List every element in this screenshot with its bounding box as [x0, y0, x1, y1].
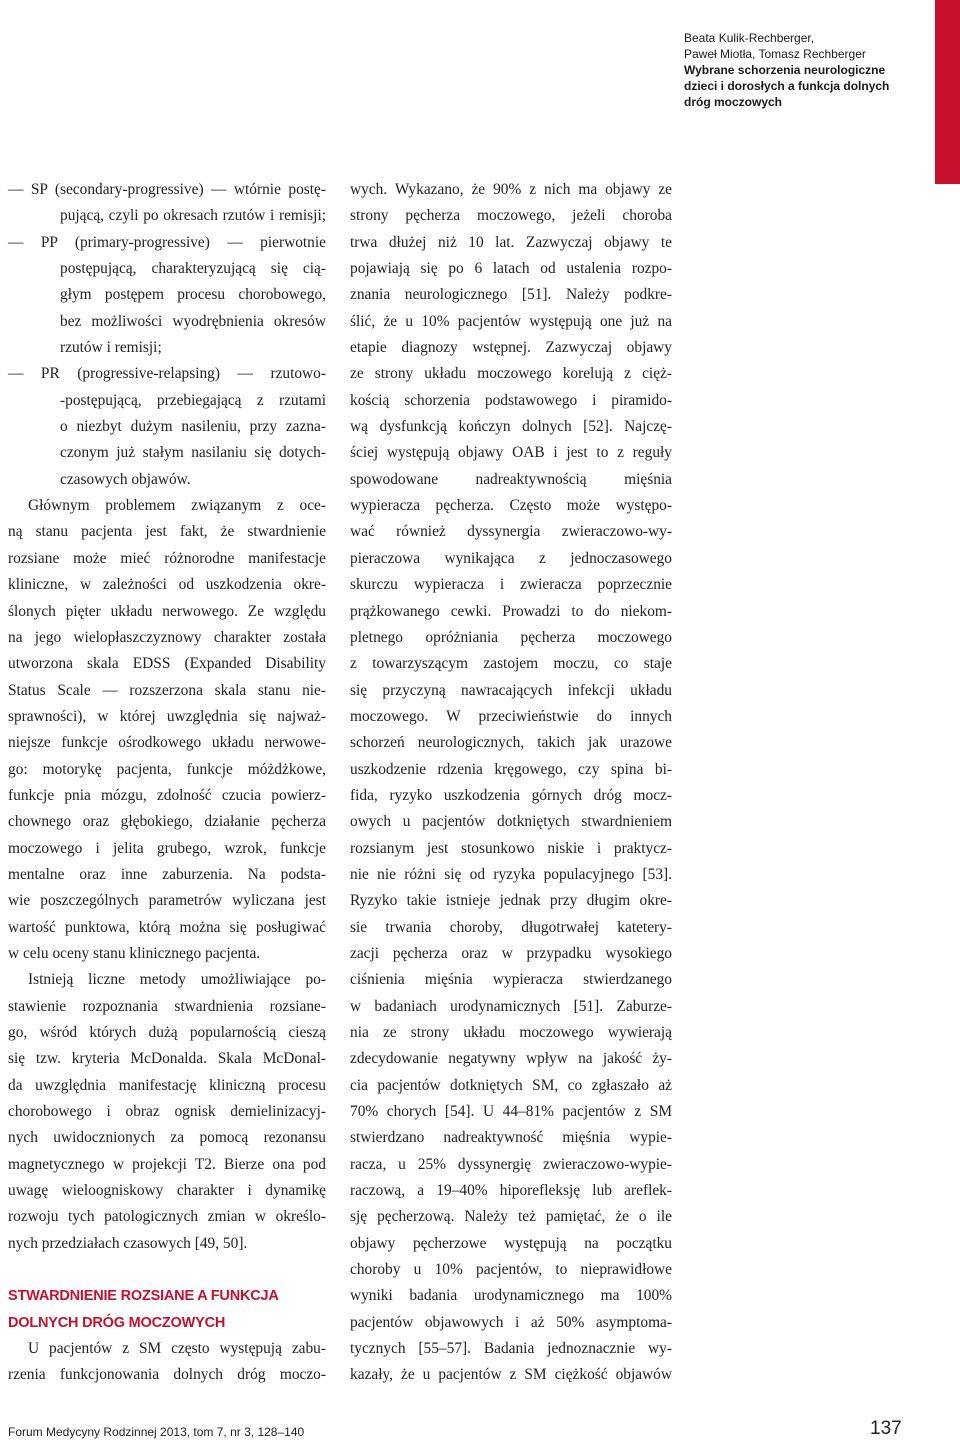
text-line: choroby u 10% pacjentów, to nieprawidłowe	[350, 1261, 672, 1279]
red-accent-bar	[935, 0, 960, 184]
text-line: wych. Wykazano, że 90% z nich ma objawy ze	[350, 181, 672, 198]
text-line: utworzona skala EDSS (Expanded Disability	[8, 655, 326, 673]
text-line: ną stanu pacjenta jest fakt, że stwardnienie	[8, 523, 326, 541]
text-line: ze strony układu moczowego korelują z cięż-	[350, 365, 672, 383]
text-line: wyniki badania urodynamicznego ma 100%	[350, 1287, 672, 1305]
text-line: go, wśród których dużą popularnością cieszą	[8, 1024, 326, 1041]
text-line: na jego wielopłaszczyznowy charakter została	[8, 628, 326, 646]
text-line: rozsianym jest stosunkowo niskie i praktycz-	[350, 839, 672, 857]
text-line: chownego oraz głębokiego, działanie pęcherza	[8, 813, 326, 831]
header-title-1: Wybrane schorzenia neurologiczne	[684, 63, 886, 77]
text-line: moczowego. W przeciwieństwie do innych	[350, 707, 672, 725]
text-line: moczowego i jelita grubego, wzrok, funkcje	[8, 839, 326, 857]
text-line: bez możliwości wyodrębnienia okresów	[60, 312, 326, 330]
text-line: da uwzględnia manifestację kliniczną procesu	[8, 1076, 326, 1094]
header-authors-2: Paweł Miotła, Tomasz Rechberger	[684, 47, 866, 61]
text-line: -postępującą, przebiegającą z rzutami	[60, 391, 326, 409]
text-line: sprawności), w której uwzględnia się najważ-	[8, 707, 326, 725]
text-line: uwagę wieloogniskowy charakter i dynamikę	[8, 1182, 326, 1200]
spacer	[8, 1257, 326, 1283]
text-line: — PP (primary-progressive) — pierwotnie	[8, 233, 326, 251]
text-line: ślić, że u 10% pacjentów występują one już na	[350, 312, 672, 330]
right-text-column	[350, 177, 672, 1389]
text-line: rozsiane może mieć różnorodne manifestacje	[8, 549, 326, 567]
text-line: głym postępem procesu chorobowego,	[60, 286, 326, 304]
page-number: 137	[870, 1418, 902, 1439]
text-line: z towarzyszącym zastojem moczu, co staje	[350, 655, 672, 673]
text-line: czonym już stałym nasilaniu się dotych-	[60, 444, 326, 462]
text-line: nia ze strony układu moczowego wywierają	[350, 1024, 672, 1041]
text-line: racza, u 25% dyssynergię zwieraczowo-wypie-	[350, 1155, 672, 1173]
text-line: spowodowane nadreaktywnością mięśnia	[350, 470, 672, 488]
text-line: rozwoju tych patologicznych zmian w określo-	[8, 1208, 326, 1226]
text-line: znania neurologicznego [51]. Należy podkre-	[350, 286, 672, 304]
text-line: nych przedziałach czasowych [49, 50].	[8, 1234, 248, 1252]
text-line: rzutów i remisji;	[60, 339, 162, 357]
header-title-2: dzieci i dorosłych a funkcja dolnych	[684, 79, 890, 93]
text-line: postępującą, charakteryzującą się cią-	[60, 260, 326, 278]
text-line: niejsze funkcje ośrodkowego układu nerwowe-	[8, 734, 326, 752]
text-line: 70% chorych [54]. U 44–81% pacjentów z SM	[350, 1103, 672, 1121]
running-header	[684, 30, 924, 110]
text-line: objawy pęcherzowe występują na początku	[350, 1234, 672, 1252]
text-line: uszkodzenie rdzenia kręgowego, czy spina bi-	[350, 760, 672, 778]
text-line: wą dysfunkcją kończyn dolnych [52]. Najczę-	[350, 418, 672, 436]
text-line: pojawiają się po 6 latach od ustalenia rozpo-	[350, 260, 672, 278]
text-line: skurczu wypieracza i zwieracza poprzecznie	[350, 576, 672, 594]
text-line: sję pęcherzową. Należy też pamiętać, że o ile	[350, 1208, 672, 1226]
text-line: pacjentów objawowych i aż 50% asymptoma-	[350, 1313, 672, 1331]
text-line: wie poszczególnych parametrów wyliczana jest	[8, 892, 326, 910]
text-line: kliniczne, w zależności od uszkodzenia okre-	[8, 576, 326, 594]
text-line: cia pacjentów dotkniętych SM, co zgłaszało aż	[350, 1076, 672, 1094]
text-line: sie trwania choroby, długotrwałej katetery-	[350, 918, 672, 936]
text-line: czasowych objawów.	[60, 470, 191, 488]
text-line: prążkowanego cewki. Prowadzi to do niekom-	[350, 602, 672, 620]
text-line: o niezbyt dużym nasileniu, przy zazna-	[60, 418, 326, 436]
text-line: ściej występują objawy OAB i jest to z reguły	[350, 444, 672, 462]
text-line: pletnego opróżniania pęcherza moczowego	[350, 628, 672, 646]
footer-journal-citation: Forum Medycyny Rodzinnej 2013, tom 7, nr 3, 128–140	[8, 1425, 305, 1439]
text-line: ślonych pięter układu nerwowego. Ze względu	[8, 602, 326, 620]
text-line: zacji pęcherza oraz w przypadku wysokiego	[350, 944, 672, 962]
header-title-3: dróg moczowych	[684, 95, 783, 109]
text-line: tycznych [55–57]. Badania jednoznacznie wy-	[350, 1340, 672, 1358]
text-line: U pacjentów z SM często występują zabu-	[28, 1340, 326, 1358]
text-line: nie nie różni się od ryzyka populacyjnego [53].	[350, 865, 672, 883]
text-line: — PR (progressive-relapsing) — rzutowo-	[8, 365, 326, 383]
text-line: stawienie rozpoznania stwardnienia rozsiane-	[8, 997, 326, 1015]
text-line: pieraczowa wynikająca z jednoczasowego	[350, 549, 672, 567]
text-line: go: motorykę pacjenta, funkcje móżdżkowe,	[8, 760, 326, 778]
header-authors-1: Beata Kulik-Rechberger,	[684, 31, 815, 45]
text-line: Status Scale — rozszerzona skala stanu nie-	[8, 681, 326, 699]
text-line: w badaniach urodynamicznych [51]. Zaburze-	[350, 997, 672, 1015]
text-line: magnetycznego w projekcji T2. Bierze ona pod	[8, 1155, 326, 1173]
section-heading: STWARDNIENIE ROZSIANE A FUNKCJA	[8, 1288, 279, 1305]
text-line: etapie diagnozy wstępnej. Zazwyczaj objawy	[350, 339, 672, 357]
text-line: Istnieją liczne metody umożliwiające po-	[28, 971, 326, 989]
text-line: wartość punktowa, którą można się posługiwać	[8, 918, 326, 936]
text-line: owych u pacjentów dotkniętych stwardnieniem	[350, 813, 672, 831]
text-line: nych uwidocznionych za pomocą rezonansu	[8, 1129, 326, 1147]
text-line: się tzw. kryteria McDonalda. Skala McDonal-	[8, 1050, 326, 1068]
text-line: kością schorzenia podstawowego i piramido-	[350, 391, 672, 409]
text-line: mentalne oraz inne zaburzenia. Na podsta-	[8, 865, 326, 883]
text-line: funkcje pnia mózgu, zdolność czucia powierz-	[8, 786, 326, 804]
text-line: wać również dyssynergia zwieraczowo-wy-	[350, 523, 672, 541]
text-line: raczową, a 19–40% hiporefleksję lub areflek-	[350, 1182, 672, 1200]
text-line: rzenia funkcjonowania dolnych dróg moczo-	[8, 1366, 326, 1384]
text-line: Ryzyko takie istnieje jednak przy długim okre-	[350, 892, 672, 910]
left-text-column	[8, 177, 326, 1389]
text-line: ciśnienia mięśnia wypieracza stwierdzanego	[350, 971, 672, 989]
text-line: schorzeń neurologicznych, takich jak urazowe	[350, 734, 672, 752]
text-line: pującą, czyli po okresach rzutów i remisji;	[60, 207, 326, 225]
text-line: strony pęcherza moczowego, jeżeli choroba	[350, 207, 672, 225]
text-line: chorobowego i obraz ognisk demielinizacyj-	[8, 1103, 326, 1121]
text-line: się przyczyną nawracających infekcji układu	[350, 681, 672, 699]
text-line: — SP (secondary-progressive) — wtórnie postę-	[8, 181, 326, 198]
text-line: stwierdzano nadreaktywność mięśnia wypie-	[350, 1129, 672, 1147]
text-line: kazały, że u pacjentów z SM ciężkość objawów	[350, 1366, 672, 1384]
text-line: zdecydowanie negatywny wpływ na jakość ży-	[350, 1050, 672, 1068]
section-heading: DOLNYCH DRÓG MOCZOWYCH	[8, 1314, 226, 1331]
text-line: fida, ryzyko uszkodzenia górnych dróg mocz-	[350, 786, 672, 804]
text-line: w celu oceny stanu klinicznego pacjenta.	[8, 944, 261, 962]
text-line: Głównym problemem związanym z oce-	[28, 497, 326, 515]
text-line: wypieracza pęcherza. Często może występo-	[350, 497, 672, 515]
text-line: trwa dłużej niż 10 lat. Zazwyczaj objawy te	[350, 233, 672, 251]
